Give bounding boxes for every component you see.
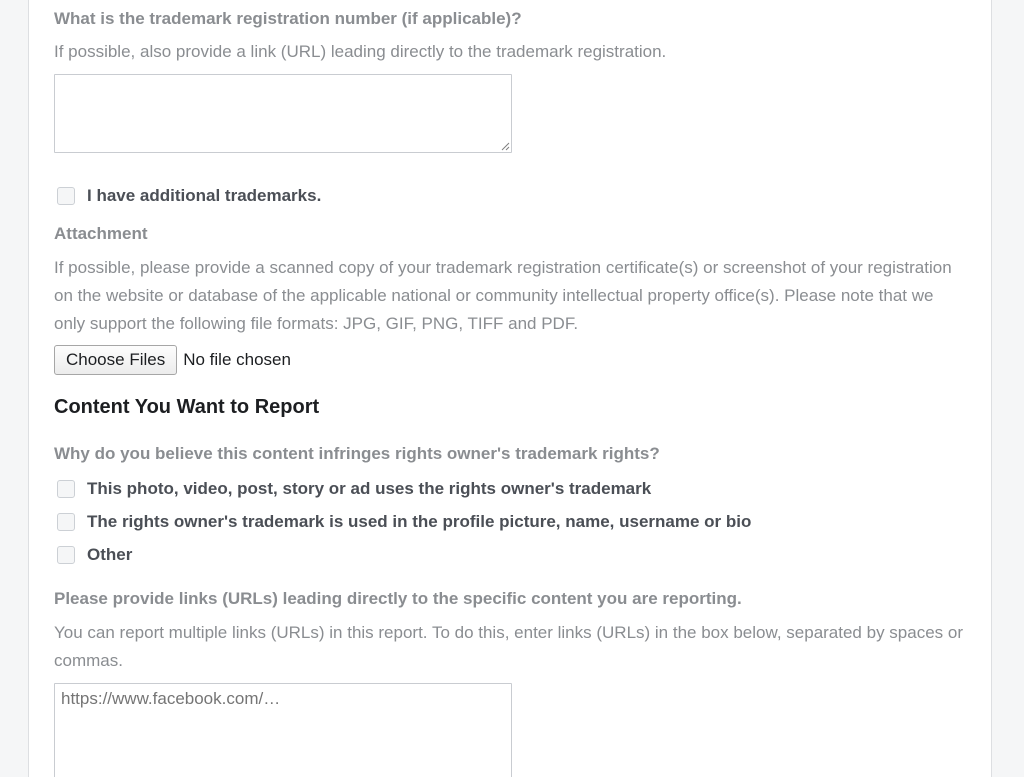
additional-trademarks-label: I have additional trademarks. <box>87 186 322 205</box>
section-title: Content You Want to Report <box>54 396 320 418</box>
registration-number-help: If possible, also provide a link (URL) leading directly to the trademark registration. <box>54 42 667 61</box>
reason-option[interactable] <box>57 544 132 566</box>
reason-checkbox[interactable] <box>57 513 75 531</box>
reason-label: The rights owner's trademark is used in the profile picture, name, username or bio <box>87 512 752 531</box>
choose-files-button[interactable]: Choose Files <box>54 345 177 375</box>
reason-label: This photo, video, post, story or ad uses the rights owner's trademark <box>87 479 652 498</box>
registration-number-field-wrap <box>54 74 512 153</box>
infringement-reason-question: Why do you believe this content infringes rights owner's trademark rights? <box>54 444 660 463</box>
file-status: No file chosen <box>183 350 291 369</box>
attachment-help: If possible, please provide a scanned copy of your trademark registration certificate(s) or screenshot of your registration on the website or database of the applicable national or community intellectual property office(s). Please note that we only support the following file formats: JPG, GIF, PNG, TIFF and PDF. <box>54 258 952 333</box>
attachment-label: Attachment <box>54 224 148 243</box>
links-help: You can report multiple links (URLs) in this report. To do this, enter links (URLs) in the box below, separated by spaces or commas. <box>54 623 963 670</box>
reason-label: Other <box>87 545 133 564</box>
registration-number-input[interactable] <box>54 74 512 153</box>
additional-trademarks-checkbox[interactable] <box>57 187 75 205</box>
links-input[interactable] <box>54 683 512 777</box>
registration-number-question: What is the trademark registration number (if applicable)? <box>54 9 522 28</box>
reason-checkbox[interactable] <box>57 480 75 498</box>
links-question: Please provide links (URLs) leading directly to the specific content you are reporting. <box>54 589 742 608</box>
reason-option[interactable] <box>57 478 651 500</box>
file-upload <box>54 345 291 375</box>
reason-option[interactable] <box>57 511 751 533</box>
reason-checkbox[interactable] <box>57 546 75 564</box>
additional-trademarks-row[interactable] <box>57 185 321 207</box>
